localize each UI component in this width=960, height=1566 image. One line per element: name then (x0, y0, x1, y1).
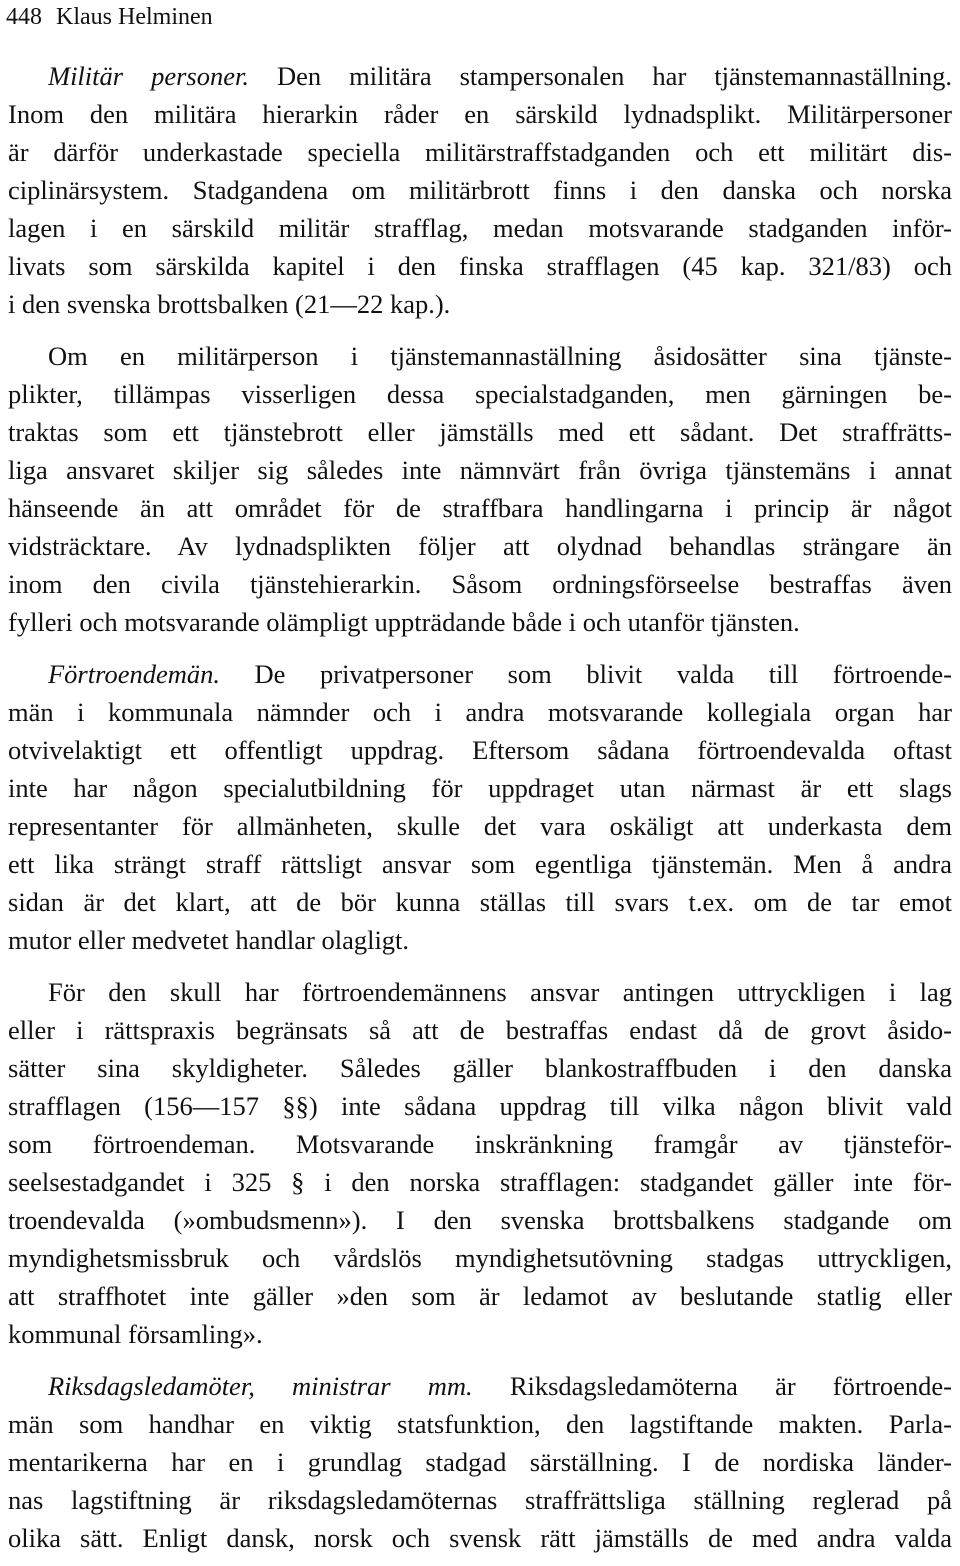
line-text: fylleri och motsvarande olämpligt uppträdande både i och utanför tjänsten. (8, 607, 800, 637)
text-line (8, 1481, 952, 1519)
line-text: sätter sina skyldigheter. Således gäller blankostraffbuden i den danska (8, 1053, 952, 1083)
running-header-author: Klaus Helminen (56, 4, 213, 30)
text-line (8, 1049, 952, 1087)
text-line (8, 1443, 952, 1481)
text-line (8, 413, 952, 451)
text-line (8, 807, 952, 845)
line-text: traktas som ett tjänstebrott eller jämställs med ett sådant. Det straffrätts- (8, 417, 952, 447)
text-line (8, 1519, 952, 1557)
line-text: De privatpersoner som blivit valda till förtroende- (254, 659, 952, 689)
text-line (8, 133, 952, 171)
section-heading: Riksdagsledamöter, ministrar mm. (48, 1371, 473, 1401)
line-text: vidsträcktare. Av lydnadsplikten följer att olydnad behandlas strängare än (8, 531, 952, 561)
text-line (8, 1163, 952, 1201)
text-line (8, 565, 952, 603)
line-text: representanter för allmänheten, skulle det vara oskäligt att underkasta dem (8, 811, 952, 841)
text-line (8, 1087, 952, 1125)
text-line (48, 337, 952, 375)
text-line (8, 845, 952, 883)
line-text: strafflagen (156—157 §§) inte sådana uppdrag till vilka någon blivit vald (8, 1091, 952, 1121)
text-line (8, 95, 952, 133)
line-text: myndighetsmissbruk och vårdslös myndighetsutövning stadgas uttryckligen, (8, 1243, 952, 1273)
text-line (8, 603, 952, 641)
line-text: Om en militärperson i tjänstemannaställning åsidosätter sina tjänste- (48, 341, 952, 371)
line-text: olika sätt. Enligt dansk, norsk och svensk rätt jämställs de med andra valda (8, 1523, 952, 1553)
line-text: otvivelaktigt ett offentligt uppdrag. Eftersom sådana förtroendevalda oftast (8, 735, 952, 765)
line-text: i den svenska brottsbalken (21—22 kap.). (8, 289, 451, 319)
line-text: är därför underkastade speciella militärstraffstadganden och ett militärt dis- (8, 137, 952, 167)
line-text: ciplinärsystem. Stadgandena om militärbrott finns i den danska och norska (8, 175, 952, 205)
text-line (8, 1277, 952, 1315)
text-line (8, 1239, 952, 1277)
text-line (8, 171, 952, 209)
line-text: nas lagstiftning är riksdagsledamöternas straffrättsliga ställning reglerad på (8, 1485, 952, 1515)
line-text: mutor eller medvetet handlar olagligt. (8, 925, 410, 955)
text-line (8, 883, 952, 921)
text-line (8, 247, 952, 285)
line-text: troendevalda (»ombudsmenn»). I den svenska brottsbalkens stadgande om (8, 1205, 952, 1235)
line-text: som förtroendeman. Motsvarande inskränkning framgår av tjänsteför- (8, 1129, 952, 1159)
line-text: ett lika strängt straff rättsligt ansvar som egentliga tjänstemän. Men å andra (8, 849, 952, 879)
section-heading: Förtroendemän. (48, 659, 220, 689)
line-text: lagen i en särskild militär strafflag, medan motsvarande stadganden inför- (8, 213, 952, 243)
line-text: Inom den militära hierarkin råder en särskild lydnadsplikt. Militärpersoner (8, 99, 952, 129)
text-line (8, 1125, 952, 1163)
text-line (8, 731, 952, 769)
line-text: seelsestadgandet i 325 § i den norska strafflagen: stadgandet gäller inte för- (8, 1167, 952, 1197)
line-text: inte har någon specialutbildning för uppdraget utan närmast är ett slags (8, 773, 952, 803)
text-line (8, 489, 952, 527)
line-text: Den militära stampersonalen har tjänstemannaställning. (277, 61, 952, 91)
line-text: livats som särskilda kapitel i den finska strafflagen (45 kap. 321/83) och (8, 251, 952, 281)
line-text: sidan är det klart, att de bör kunna ställas till svars t.ex. om de tar emot (8, 887, 952, 917)
text-line (8, 527, 952, 565)
text-line (8, 769, 952, 807)
line-text: hänseende än att området för de straffbara handlingarna i princip är något (8, 493, 952, 523)
text-line (48, 655, 952, 693)
line-text: plikter, tillämpas visserligen dessa specialstadganden, men gärningen be- (8, 379, 952, 409)
line-text: eller i rättspraxis begränsats så att de bestraffas endast då de grovt åsido- (8, 1015, 952, 1045)
text-line (48, 1367, 952, 1405)
text-line (8, 1315, 952, 1353)
page-number: 448 (6, 4, 42, 30)
text-line (8, 1201, 952, 1239)
line-text: inom den civila tjänstehierarkin. Såsom ordningsförseelse bestraffas även (8, 569, 952, 599)
text-line (8, 693, 952, 731)
text-line (8, 921, 952, 959)
text-line (48, 973, 952, 1011)
text-line (8, 209, 952, 247)
section-heading: Militär personer. (48, 61, 249, 91)
text-line (8, 451, 952, 489)
line-text: Riksdagsledamöterna är förtroende- (509, 1371, 952, 1401)
text-line (8, 375, 952, 413)
running-header (6, 2, 213, 32)
line-text: män som handhar en viktig statsfunktion, den lagstiftande makten. Parla- (8, 1409, 952, 1439)
text-line (8, 1405, 952, 1443)
line-text: män i kommunala nämnder och i andra motsvarande kollegiala organ har (8, 697, 952, 727)
line-text: liga ansvaret skiljer sig således inte nämnvärt från övriga tjänstemäns i annat (8, 455, 952, 485)
line-text: att straffhotet inte gäller »den som är ledamot av beslutande statlig eller (8, 1281, 952, 1311)
text-line (8, 285, 952, 323)
line-text: mentarikerna har en i grundlag stadgad särställning. I de nordiska länder- (8, 1447, 952, 1477)
text-line (48, 57, 952, 95)
line-text: kommunal församling». (8, 1319, 263, 1349)
line-text: För den skull har förtroendemännens ansvar antingen uttryckligen i lag (48, 977, 952, 1007)
text-line (8, 1011, 952, 1049)
